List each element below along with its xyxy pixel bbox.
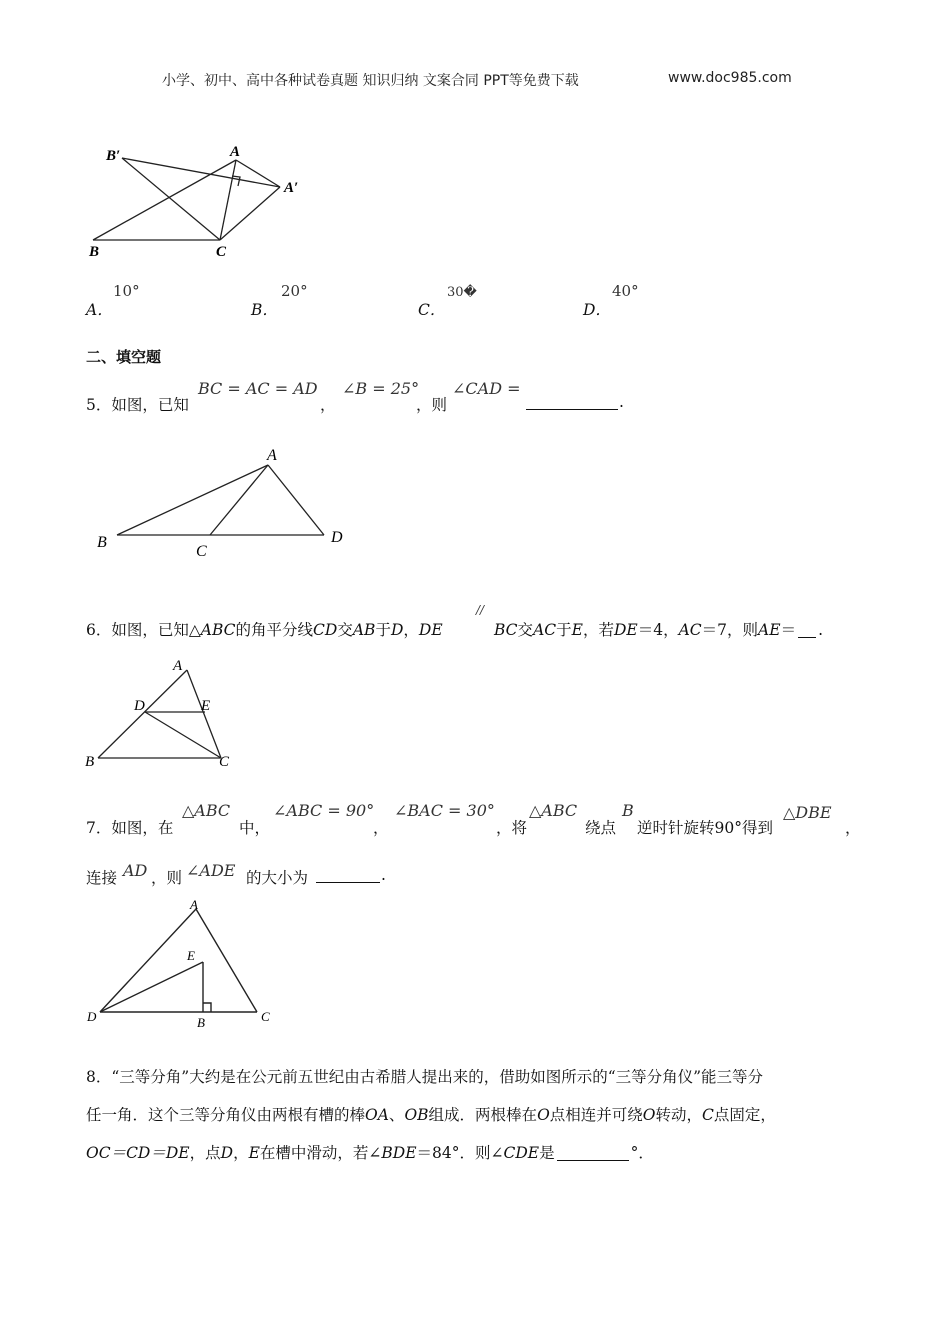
- q7-right-angle-mark: [203, 1003, 211, 1012]
- q6-eq3: ＝: [780, 621, 797, 639]
- q7-sep3: ，: [845, 819, 861, 837]
- header-banner: [162, 70, 579, 90]
- q6-label-c: C: [219, 754, 230, 770]
- q7-prefix: 7．如图，在: [86, 819, 174, 837]
- q8-line2-e: 转动，: [655, 1106, 703, 1124]
- q6-part3: 交: [337, 621, 353, 639]
- q4-seg-b1c: [122, 158, 220, 240]
- q8-line2-a: 任一角．这个三等分角仪由两根有槽的棒: [86, 1106, 366, 1124]
- q7-rao: 绕点: [585, 819, 617, 837]
- q7-line2-c: 的大小为: [246, 869, 309, 887]
- section-title-fill-in: 二、填空题: [86, 348, 162, 366]
- q6-label-a: A: [173, 658, 183, 674]
- q8-line2-f: 点固定，: [713, 1106, 776, 1124]
- q8-c: C: [702, 1106, 714, 1124]
- q4-option-d[interactable]: [583, 298, 611, 320]
- header-text: 小学、初中、高中各种试卷真题 知识归纳 文案合同 PPT等免费下载: [162, 73, 579, 89]
- q6-part4: 于: [375, 621, 391, 639]
- header-url[interactable]: www.doc985.com: [668, 70, 792, 86]
- q7-end: .: [381, 866, 386, 884]
- q5-label-a: A: [267, 447, 277, 464]
- q4-label-b: B: [89, 244, 100, 260]
- q8-line3-d: 在槽中滑动，若∠: [259, 1144, 382, 1162]
- q7-cond1: ∠ABC = 90°: [273, 801, 375, 820]
- q8-line3-a: OC＝CD＝DE: [86, 1144, 190, 1162]
- q5-end: .: [619, 393, 624, 411]
- q7-sep2: ，将: [496, 819, 528, 837]
- q4-option-a-value: 10°: [113, 282, 140, 300]
- q6-part8: ，若: [582, 621, 614, 639]
- q8-cde: CDE: [503, 1144, 540, 1162]
- q6-seg-ac: [187, 670, 221, 758]
- q6-eq1: ＝4，: [637, 621, 679, 639]
- q8-line2-c: 组成．两根棒在: [428, 1106, 538, 1124]
- q4-label-b1: B′: [106, 148, 121, 164]
- q5-cond2: ∠B = 25°: [342, 379, 420, 398]
- q5-sep1: ，: [320, 396, 336, 414]
- q5-label-c: C: [196, 543, 207, 560]
- q4-option-c-letter: C．: [418, 301, 446, 319]
- q6-de: DE: [418, 621, 443, 639]
- q4-option-a[interactable]: [86, 298, 113, 320]
- q6-end: .: [818, 621, 824, 639]
- q7-label-a: A: [190, 897, 198, 912]
- q7-line2-b: ，则: [151, 869, 183, 887]
- q6-text-2: [494, 618, 823, 640]
- q7-tri3: △DBE: [783, 803, 832, 822]
- q8-oa: OA: [365, 1106, 389, 1124]
- q7-figure: [80, 895, 280, 1035]
- q8-bde: BDE: [381, 1144, 417, 1162]
- q6-de2: DE: [613, 621, 638, 639]
- q7-label-b: B: [197, 1015, 205, 1030]
- q7-point-b: B: [622, 801, 634, 820]
- q6-part6: 交: [517, 621, 534, 639]
- q5-seg-ad: [268, 465, 324, 535]
- q7-tri1: △ABC: [182, 801, 231, 820]
- q5-seg-ac: [210, 465, 268, 535]
- q6-label-e: E: [201, 698, 211, 714]
- q8-line2-d: 点相连并可绕: [549, 1106, 643, 1124]
- q4-right-angle-mark: [232, 176, 240, 186]
- q6-ae: AE: [758, 621, 781, 639]
- q4-option-b-letter: B．: [251, 301, 278, 319]
- q4-option-a-letter: A．: [86, 301, 113, 319]
- q5-mid: ，则: [416, 396, 448, 414]
- q6-abc: ABC: [200, 621, 236, 639]
- q8-line2-b: 、: [388, 1106, 405, 1124]
- q5-cond1: BC = AC = AD: [198, 379, 318, 398]
- q4-label-c: C: [216, 244, 227, 260]
- q5-label-b: B: [97, 534, 107, 551]
- q6-part7: 于: [556, 621, 572, 639]
- q4-option-d-letter: D．: [583, 301, 611, 319]
- q4-option-b[interactable]: [251, 298, 278, 320]
- q5-answer-blank[interactable]: [526, 393, 618, 410]
- q6-parallel-sign: //: [476, 603, 485, 617]
- q8-line3-c: ，: [233, 1144, 249, 1162]
- q6-label-b: B: [85, 754, 95, 770]
- q6-part5: ，: [403, 621, 419, 639]
- q7-seg-de: [100, 962, 203, 1012]
- q8-o1: O: [537, 1106, 550, 1124]
- q7-zhong: 中，: [239, 819, 271, 837]
- q7-seg-ac: [196, 909, 257, 1012]
- q4-option-c-value: 30�: [447, 285, 477, 300]
- q8-line3-b: ，点: [189, 1144, 221, 1162]
- q4-label-a1: A′: [284, 180, 299, 196]
- q6-part1: 6．如图，已知△: [86, 621, 201, 639]
- q7-label-c: C: [261, 1009, 270, 1024]
- q8-e: E: [248, 1144, 260, 1162]
- q8-line2: [86, 1103, 776, 1125]
- q6-bc: BC: [494, 621, 518, 639]
- q6-ac2: AC: [678, 621, 702, 639]
- q8-d: D: [220, 1144, 234, 1162]
- q8-line1: 8．“三等分角”大约是在公元前五世纪由古希腊人提出来的，借助如图所示的“三等分角仪”能三等分: [86, 1068, 764, 1086]
- q4-label-a: A: [230, 144, 241, 160]
- q7-tri2: △ABC: [529, 801, 578, 820]
- q4-figure: [80, 140, 320, 265]
- q6-seg-ab: [98, 670, 187, 758]
- q6-seg-dc: [145, 712, 221, 758]
- q5-ask: ∠CAD =: [452, 379, 521, 398]
- q7-ad: AD: [123, 861, 148, 880]
- q6-d: D: [390, 621, 404, 639]
- q5-seg-ba: [117, 465, 268, 535]
- q6-text: [86, 618, 443, 640]
- q4-seg-ba: [93, 160, 236, 240]
- q8-o2: O: [642, 1106, 656, 1124]
- q6-eq2: ＝7，则: [701, 621, 759, 639]
- q4-option-b-value: 20°: [281, 282, 308, 300]
- q8-line3-f: 是: [539, 1144, 555, 1162]
- q6-answer-blank[interactable]: [798, 621, 816, 638]
- q8-ob: OB: [404, 1106, 429, 1124]
- q7-rot: 逆时针旋转90°得到: [637, 819, 773, 837]
- q8-answer-blank[interactable]: [557, 1144, 629, 1161]
- q6-label-d: D: [134, 698, 145, 714]
- q7-answer-blank[interactable]: [316, 866, 380, 883]
- q8-end: °．: [630, 1144, 654, 1162]
- q7-label-d: D: [87, 1009, 97, 1024]
- q6-e: E: [571, 621, 583, 639]
- q8-line3: [86, 1141, 654, 1163]
- q6-part2: 的角平分线: [235, 621, 314, 639]
- q8-line3-e: ＝84°．则∠: [416, 1144, 504, 1162]
- q4-option-c[interactable]: [418, 298, 445, 320]
- q7-cond2: ∠BAC = 30°: [394, 801, 495, 820]
- q6-cd: CD: [313, 621, 338, 639]
- q7-sep1: ，: [373, 819, 389, 837]
- q7-line2-a: 连接: [86, 869, 118, 887]
- q7-ade: ∠ADE: [186, 861, 236, 880]
- q6-ab: AB: [352, 621, 376, 639]
- q6-figure: [80, 655, 250, 775]
- q5-label-d: D: [331, 529, 343, 546]
- q7-label-e: E: [187, 948, 195, 963]
- q6-ac: AC: [533, 621, 557, 639]
- q5-prefix: 5．如图，已知: [86, 396, 189, 414]
- q7-seg-ad: [100, 909, 196, 1012]
- q4-option-d-value: 40°: [612, 282, 639, 300]
- q5-figure: [90, 440, 360, 565]
